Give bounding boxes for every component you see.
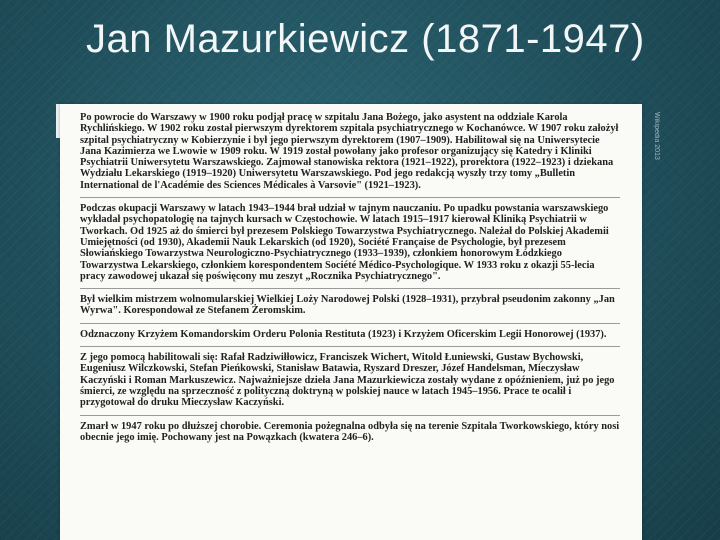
divider — [80, 415, 620, 416]
paragraph-death: Zmarł w 1947 roku po dłuższej chorobie. Ceremonia pożegnalna odbyła się na terenie Szpitala Tworkowskiego, który nosi obecnie jego imię. Pochowany jest na Powązkach (kwatera 246–6). — [80, 420, 620, 443]
slide-title: Jan Mazurkiewicz (1871-1947) — [86, 17, 645, 61]
divider — [80, 346, 620, 347]
paragraph-freemasonry: Był wielkim mistrzem wolnomularskiej Wielkiej Loży Narodowej Polski (1928–1931), przybrał pseudonim zakonny „Jan Wyrwa". Korespondował ze Stefanem Żeromskim. — [80, 294, 615, 317]
document-text — [80, 112, 620, 449]
paragraph-students: Z jego pomocą habilitowali się: Rafał Radziwiłłowicz, Franciszek Wichert, Witold Łuniewski, Gustaw Bychowski, Eugeniusz Wilczkowski, Stefan Pieńkowski, Stanisław Batawia, Ryszard Dreszer, Józef Handelsman, Mieczysław Kaczyński i Roman Markuszewicz. Najważniejsze dzieła Jana Mazurkiewicza zostały wydane z opóźnieniem, już po jego śmierci, ze względu na sprzeczność z polityczną doktryną w polskiej nauce w latach 1945–1956. Prace te ocalił i przygotował do druku Mieczysław Kaczyński. — [80, 352, 615, 409]
paragraph-career: Po powrocie do Warszawy w 1900 roku podjął pracę w szpitalu Jana Bożego, jako asystent na oddziale Karola Rychlińskiego. W 1902 roku został pierwszym dyrektorem szpitala psychiatrycznego w Kochanówce. W 1907 roku założył szpital psychiatryczny w Kobierzynie i był jego pierwszym dyrektorem (1907–1909). Habilitował się na Uniwersytecie Jana Kazimierza we Lwowie w 1909 roku. W 1919 został powołany jako profesor organizujący się Katedry i Kliniki Psychiatrii Uniwersytetu Warszawskiego. Zajmował stanowiska rektora (1921–1922), prorektora (1922–1923) i dziekana Wydziału Lekarskiego (1919–1920) Uniwersytetu Warszawskiego. Pod jego redakcją wyszły trzy tomy „Bulletin International de l'Académie des Sciences Médicales à Varsovie" (1921–1923). — [80, 112, 619, 191]
document-image — [60, 104, 642, 540]
paragraph-awards: Odznaczony Krzyżem Komandorskim Orderu Polonia Restituta (1923) i Krzyżem Oficerskim Legii Honorowej (1937). — [80, 328, 607, 340]
divider — [80, 323, 620, 324]
source-label: Wikipedia 2013 — [653, 112, 660, 160]
divider — [80, 197, 620, 198]
divider — [80, 288, 620, 289]
paragraph-occupation: Podczas okupacji Warszawy w latach 1943–1944 brał udział w tajnym nauczaniu. Po upadku powstania warszawskiego wykładał psychopatologię na tajnych kursach w Częstochowie. W latach 1915–1917 kierował Kliniką Psychiatrii w Tworkach. Od 1925 aż do śmierci był prezesem Polskiego Towarzystwa Psychiatrycznego. Należał do Polskiej Akademii Umiejętności (od 1930), Akademii Nauk Lekarskich (od 1920), Société Française de Psychologie, był prezesem Słowiańskiego Towarzystwa Neurologiczno-Psychiatrycznego (1933–1939), członkiem honorowym Łódzkiego Towarzystwa Lekarskiego, członkiem korespondentem Société Médico-Psychologique. W 1933 roku z okazji 55-lecia pracy zawodowej ukazał się poświęcony mu zeszyt „Rocznika Psychiatrycznego". — [80, 203, 609, 282]
